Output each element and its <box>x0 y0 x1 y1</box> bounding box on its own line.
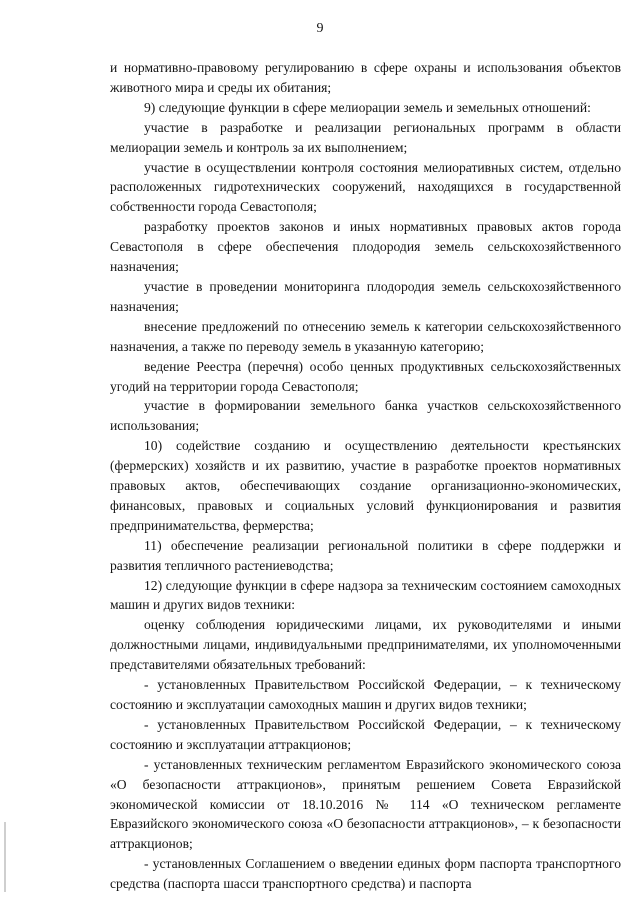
paragraph: участие в проведении мониторинга плодородия земель сельскохозяйственного назначения; <box>110 278 621 314</box>
paragraph: - установленных Правительством Российской Федерации, – к техническому состоянию и эксплуатации самоходных машин и других видов техники; <box>110 677 621 712</box>
paragraph: - установленных Соглашением о введении единых форм паспорта транспортного средства (паспорта шасси транспортного средства) и паспорта <box>110 856 621 892</box>
paragraph: внесение предложений по отнесению земель к категории сельскохозяйственного назначения, а также по переводу земель в указанную категорию; <box>110 318 621 354</box>
paragraph: оценку соблюдения юридическими лицами, их руководителями и иными должностными лицами, индивидуальными предпринимателями, их уполномоченными представителями обязательных требований: <box>110 617 621 673</box>
margin-scan-mark <box>4 822 6 892</box>
paragraph: 11) обеспечение реализации региональной политики в сфере поддержки и развития тепличного растениеводства; <box>110 537 621 573</box>
paragraph: разработку проектов законов и иных нормативных правовых актов города Севастополя в сфере обеспечения плодородия земель сельскохозяйственного назначения; <box>110 219 621 275</box>
paragraph: - установленных Правительством Российской Федерации, – к техническому состоянию и эксплуатации аттракционов; <box>110 716 621 752</box>
paragraph: - установленных техническим регламентом Евразийского экономического союза «О безопасности аттракционов», принятым решением Совета Евразийской экономической комиссии от 18.10.2016 № 114 «О техническом регламенте Евразийского экономического союза «О безопасности аттракционов», – к безопасности аттракционов; <box>110 756 621 852</box>
document-body <box>110 58 621 894</box>
paragraph: участие в осуществлении контроля состояния мелиоративных систем, отдельно расположенных гидротехнических сооружений, находящихся в государственной собственности города Севастополя; <box>110 159 621 215</box>
paragraph: ведение Реестра (перечня) особо ценных продуктивных сельскохозяйственных угодий на территории города Севастополя; <box>110 358 621 394</box>
paragraph: и нормативно-правовому регулированию в сфере охраны и использования объектов животного мира и среды их обитания; <box>110 60 621 95</box>
paragraph: 12) следующие функции в сфере надзора за техническим состоянием самоходных машин и других видов техники: <box>110 577 621 613</box>
paragraph: участие в разработке и реализации региональных программ в области мелиорации земель и контроль за их выполнением; <box>110 119 621 155</box>
page-number: 9 <box>316 21 324 36</box>
paragraph: участие в формировании земельного банка участков сельскохозяйственного использования; <box>110 398 621 434</box>
paragraph: 9) следующие функции в сфере мелиорации земель и земельных отношений: <box>144 99 591 115</box>
paragraph: 10) содействие созданию и осуществлению деятельности крестьянских (фермерских) хозяйств и их развитию, участие в разработке проектов нормативных правовых актов, обеспечивающих создание организационно-экономических, финансовых, правовых и социальных условий функционирования и развития предпринимательства, фермерства; <box>110 438 621 533</box>
